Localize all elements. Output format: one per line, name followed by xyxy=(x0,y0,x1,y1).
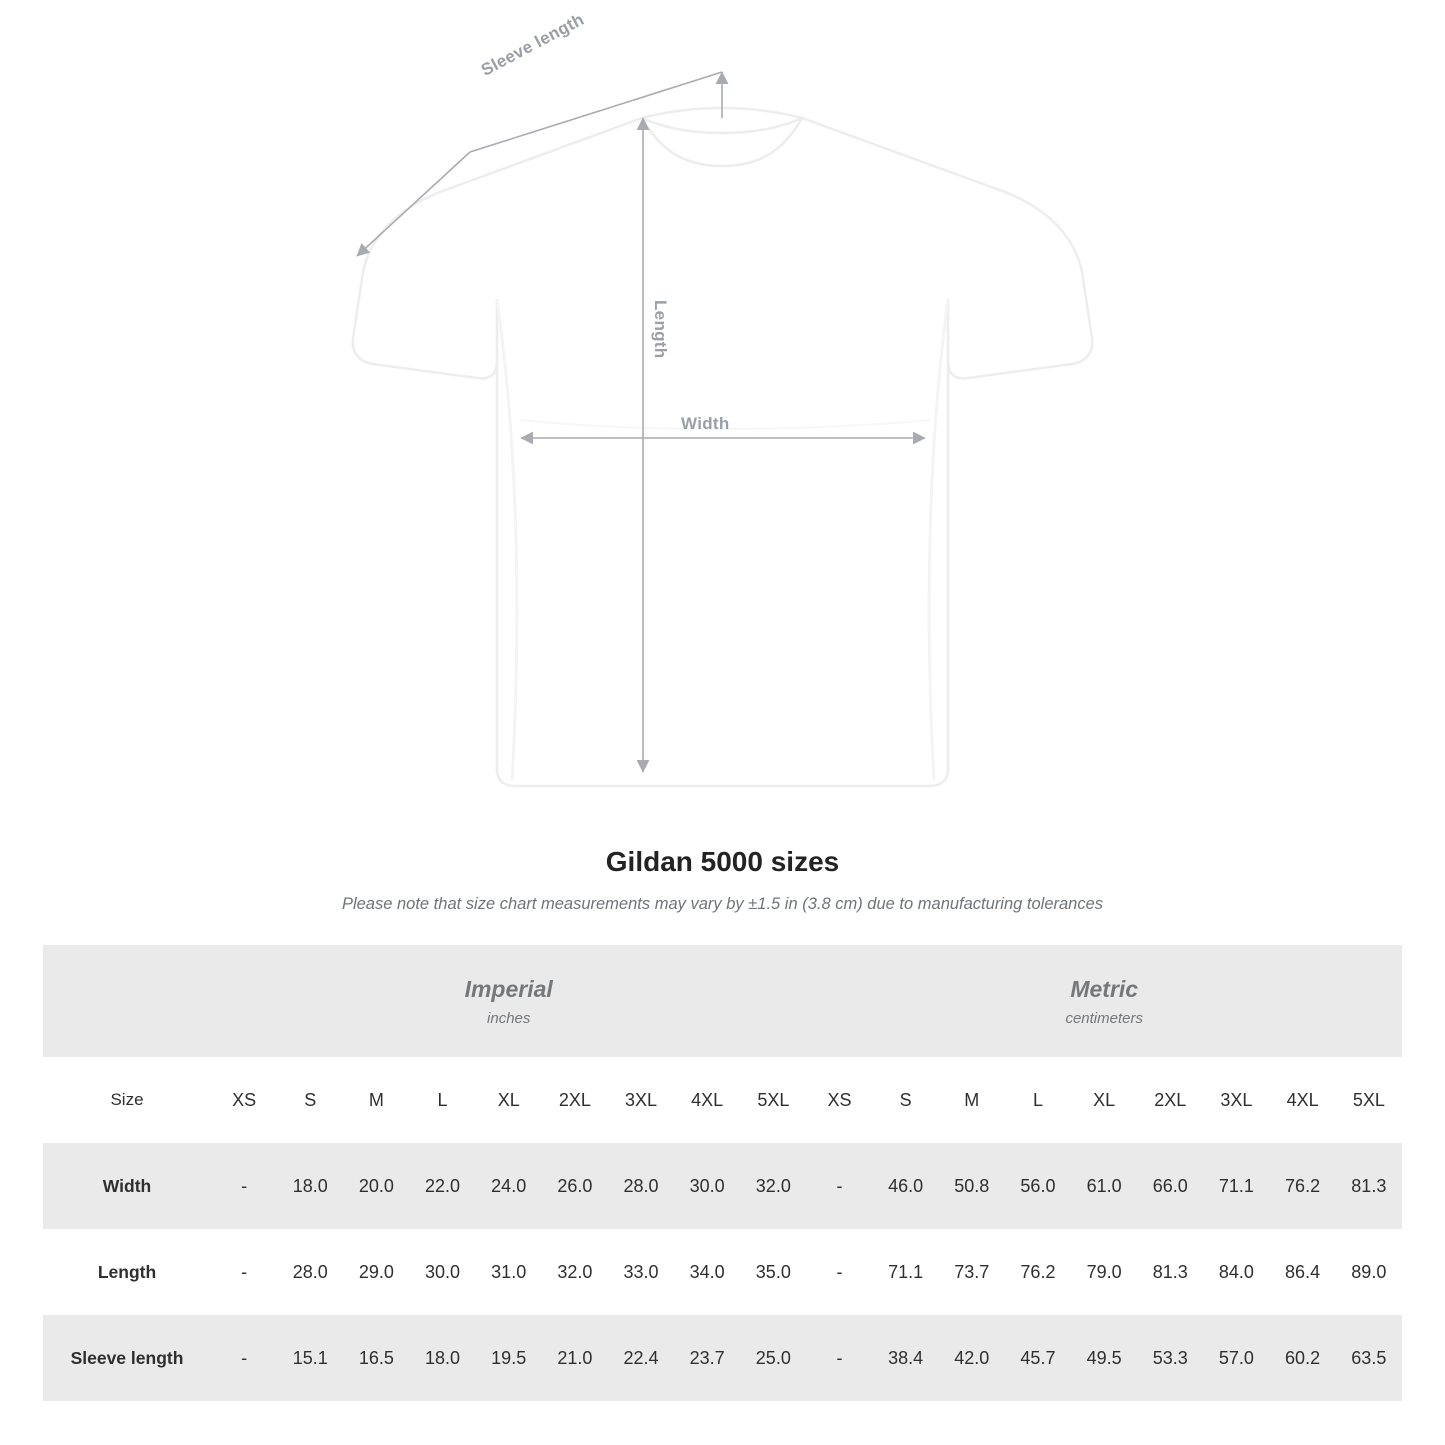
col-header-metric-3xl: 3XL xyxy=(1203,1057,1269,1143)
width-metric-4xl: 76.2 xyxy=(1270,1143,1336,1229)
col-header-metric-5xl: 5XL xyxy=(1336,1057,1402,1143)
width-imperial-xl: 24.0 xyxy=(476,1143,542,1229)
length-metric-s: 71.1 xyxy=(873,1229,939,1315)
width-imperial-5xl: 32.0 xyxy=(740,1143,806,1229)
col-header-metric-xs: XS xyxy=(806,1057,872,1143)
col-header-metric-4xl: 4XL xyxy=(1270,1057,1336,1143)
metric-unit-sub: centimeters xyxy=(1065,1009,1143,1027)
col-header-imperial-5xl: 5XL xyxy=(740,1057,806,1143)
width-metric-2xl: 66.0 xyxy=(1137,1143,1203,1229)
sleeve-metric-l: 45.7 xyxy=(1005,1315,1071,1401)
length-metric-l: 76.2 xyxy=(1005,1229,1071,1315)
width-imperial-2xl: 26.0 xyxy=(542,1143,608,1229)
size-table-wrapper xyxy=(43,945,1402,1401)
length-metric-4xl: 86.4 xyxy=(1270,1229,1336,1315)
col-header-imperial-m: M xyxy=(343,1057,409,1143)
width-imperial-3xl: 28.0 xyxy=(608,1143,674,1229)
metric-unit-name: Metric xyxy=(1070,976,1139,1003)
length-label: Length xyxy=(651,300,670,359)
length-metric-3xl: 84.0 xyxy=(1203,1229,1269,1315)
col-header-imperial-xs: XS xyxy=(211,1057,277,1143)
length-metric-5xl: 89.0 xyxy=(1336,1229,1402,1315)
width-imperial-s: 18.0 xyxy=(277,1143,343,1229)
size-header-label: Size xyxy=(43,1057,211,1143)
col-header-imperial-xl: XL xyxy=(476,1057,542,1143)
width-metric-m: 50.8 xyxy=(939,1143,1005,1229)
sleeve-metric-3xl: 57.0 xyxy=(1203,1315,1269,1401)
width-metric-xl: 61.0 xyxy=(1071,1143,1137,1229)
width-imperial-4xl: 30.0 xyxy=(674,1143,740,1229)
col-header-imperial-3xl: 3XL xyxy=(608,1057,674,1143)
length-imperial-s: 28.0 xyxy=(277,1229,343,1315)
width-label: Width xyxy=(681,414,730,433)
length-metric-m: 73.7 xyxy=(939,1229,1005,1315)
table-row-length xyxy=(43,1229,1402,1315)
col-header-metric-m: M xyxy=(939,1057,1005,1143)
sleeve-imperial-xs: - xyxy=(211,1315,277,1401)
imperial-unit-name: Imperial xyxy=(464,976,553,1003)
width-imperial-m: 20.0 xyxy=(343,1143,409,1229)
row-label-length: Length xyxy=(43,1229,211,1315)
sleeve-metric-m: 42.0 xyxy=(939,1315,1005,1401)
col-header-imperial-2xl: 2XL xyxy=(542,1057,608,1143)
col-header-metric-s: S xyxy=(873,1057,939,1143)
length-imperial-xs: - xyxy=(211,1229,277,1315)
length-imperial-xl: 31.0 xyxy=(476,1229,542,1315)
col-header-metric-l: L xyxy=(1005,1057,1071,1143)
length-imperial-m: 29.0 xyxy=(343,1229,409,1315)
title-block xyxy=(0,846,1445,914)
size-table xyxy=(43,945,1402,1401)
width-metric-xs: - xyxy=(806,1143,872,1229)
width-imperial-l: 22.0 xyxy=(409,1143,475,1229)
width-metric-s: 46.0 xyxy=(873,1143,939,1229)
table-row-width xyxy=(43,1143,1402,1229)
sleeve-metric-2xl: 53.3 xyxy=(1137,1315,1203,1401)
col-header-imperial-l: L xyxy=(409,1057,475,1143)
length-metric-2xl: 81.3 xyxy=(1137,1229,1203,1315)
sleeve-metric-xl: 49.5 xyxy=(1071,1315,1137,1401)
sleeve-metric-4xl: 60.2 xyxy=(1270,1315,1336,1401)
row-label-sleeve-length: Sleeve length xyxy=(43,1315,211,1401)
unit-header-row xyxy=(43,945,1402,1057)
unit-header-spacer xyxy=(43,945,211,1057)
sleeve-imperial-5xl: 25.0 xyxy=(740,1315,806,1401)
length-imperial-5xl: 35.0 xyxy=(740,1229,806,1315)
length-imperial-l: 30.0 xyxy=(409,1229,475,1315)
sleeve-metric-5xl: 63.5 xyxy=(1336,1315,1402,1401)
imperial-unit-sub: inches xyxy=(487,1009,531,1027)
length-imperial-3xl: 33.0 xyxy=(608,1229,674,1315)
length-imperial-2xl: 32.0 xyxy=(542,1229,608,1315)
width-metric-5xl: 81.3 xyxy=(1336,1143,1402,1229)
col-header-imperial-4xl: 4XL xyxy=(674,1057,740,1143)
length-metric-xs: - xyxy=(806,1229,872,1315)
sleeve-imperial-3xl: 22.4 xyxy=(608,1315,674,1401)
sleeve-length-label: Sleeve length xyxy=(478,9,588,80)
sleeve-metric-xs: - xyxy=(806,1315,872,1401)
table-row-sleeve-length xyxy=(43,1315,1402,1401)
width-metric-3xl: 71.1 xyxy=(1203,1143,1269,1229)
sleeve-imperial-l: 18.0 xyxy=(409,1315,475,1401)
row-label-width: Width xyxy=(43,1143,211,1229)
imperial-unit-header xyxy=(211,945,806,1057)
col-header-metric-2xl: 2XL xyxy=(1137,1057,1203,1143)
width-metric-l: 56.0 xyxy=(1005,1143,1071,1229)
sleeve-imperial-xl: 19.5 xyxy=(476,1315,542,1401)
col-header-imperial-s: S xyxy=(277,1057,343,1143)
sleeve-metric-s: 38.4 xyxy=(873,1315,939,1401)
page-title: Gildan 5000 sizes xyxy=(605,846,840,877)
length-metric-xl: 79.0 xyxy=(1071,1229,1137,1315)
length-imperial-4xl: 34.0 xyxy=(674,1229,740,1315)
width-imperial-xs: - xyxy=(211,1143,277,1229)
sleeve-imperial-m: 16.5 xyxy=(343,1315,409,1401)
col-header-metric-xl: XL xyxy=(1071,1057,1137,1143)
tolerance-note: Please note that size chart measurements may vary by ±1.5 in (3.8 cm) due to manufacturing tolerances xyxy=(341,895,1104,913)
tshirt-shape xyxy=(353,108,1093,786)
metric-unit-header xyxy=(806,945,1402,1057)
size-header-row xyxy=(43,1057,1402,1143)
sleeve-imperial-2xl: 21.0 xyxy=(542,1315,608,1401)
sleeve-imperial-s: 15.1 xyxy=(277,1315,343,1401)
sleeve-imperial-4xl: 23.7 xyxy=(674,1315,740,1401)
